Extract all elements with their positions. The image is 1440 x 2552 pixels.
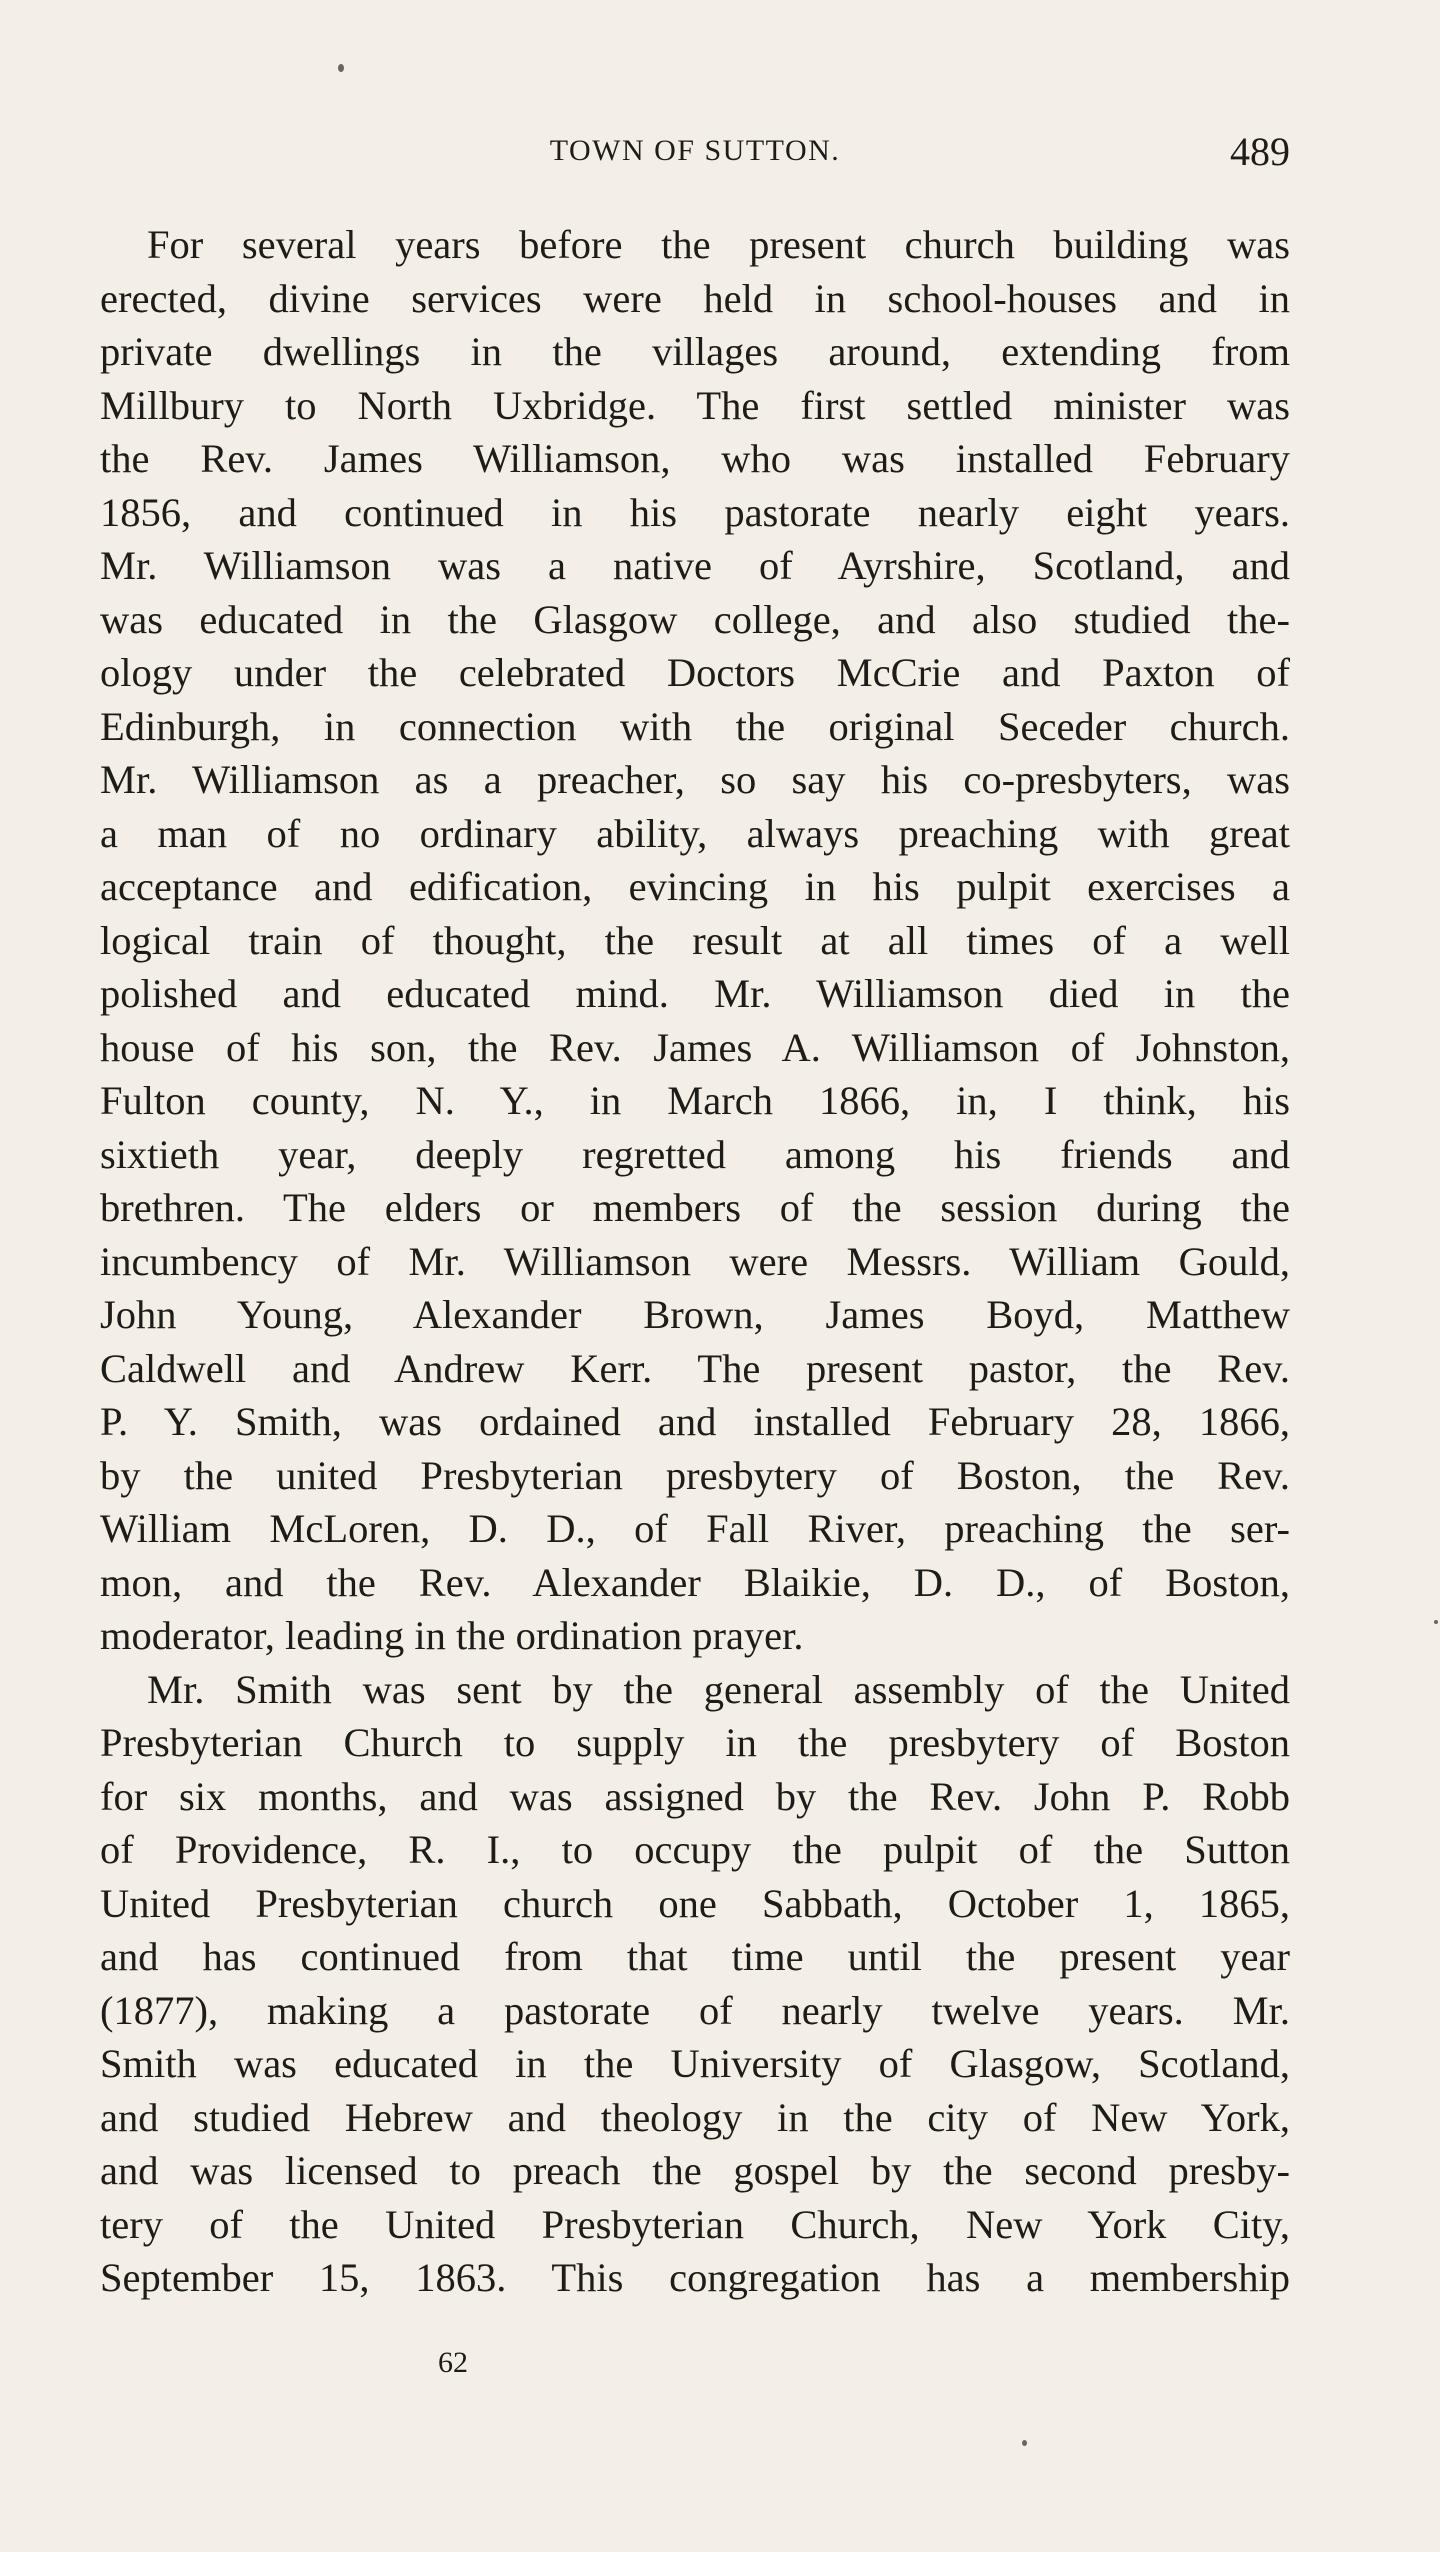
text-line: acceptance and edification, evincing in his pulpit exercises a (100, 864, 1290, 909)
text-line: September 15, 1863. This congregation has a membership (100, 2255, 1290, 2300)
text-line: John Young, Alexander Brown, James Boyd, Matthew (100, 1292, 1290, 1337)
ink-speck (338, 64, 344, 72)
text-line: house of his son, the Rev. James A. Williamson of Johnston, (100, 1024, 1290, 1070)
text-line: sixtieth year, deeply regretted among his friends and (100, 1131, 1290, 1177)
text-line: Presbyterian Church to supply in the presbytery of Boston (100, 1720, 1290, 1765)
text-line: William McLoren, D. D., of Fall River, preaching the ser- (100, 1506, 1290, 1551)
text-line: and studied Hebrew and theology in the city of New York, (100, 2094, 1290, 2140)
text-line: Mr. Williamson was a native of Ayrshire, Scotland, and (100, 543, 1290, 588)
text-line: Mr. Smith was sent by the general assembly of the United (147, 1666, 1290, 1712)
text-line: for six months, and was assigned by the Rev. John P. Robb (100, 1773, 1290, 1819)
text-line: Millbury to North Uxbridge. The first settled minister was (100, 382, 1290, 428)
body-text (100, 218, 1290, 2305)
text-line: by the united Presbyterian presbytery of Boston, the Rev. (100, 1452, 1290, 1498)
text-line: mon, and the Rev. Alexander Blaikie, D. D., of Boston, (100, 1559, 1290, 1605)
ink-speck (1434, 1620, 1438, 1624)
text-line: United Presbyterian church one Sabbath, October 1, 1865, (100, 1880, 1290, 1926)
text-line: and was licensed to preach the gospel by the second presby- (100, 2148, 1290, 2193)
text-line: polished and educated mind. Mr. Williamson died in the (100, 971, 1290, 1016)
text-line: moderator, leading in the ordination prayer. (100, 1613, 804, 1658)
text-line: ology under the celebrated Doctors McCrie and Paxton of (100, 650, 1290, 695)
signature-mark: 62 (438, 2346, 468, 2379)
text-line: Fulton county, N. Y., in March 1866, in, I think, his (100, 1078, 1290, 1123)
paragraph-1 (100, 218, 1290, 1663)
text-line: and has continued from that time until the present year (100, 1934, 1290, 1979)
page-number: 489 (1230, 129, 1290, 174)
running-head (100, 128, 1290, 178)
text-line: Smith was educated in the University of Glasgow, Scotland, (100, 2041, 1290, 2086)
text-line: (1877), making a pastorate of nearly twelve years. Mr. (100, 1987, 1290, 2033)
text-line: was educated in the Glasgow college, and also studied the- (100, 596, 1290, 642)
paragraph-2 (100, 1663, 1290, 2305)
text-line: tery of the United Presbyterian Church, New York City, (100, 2201, 1290, 2247)
text-line: incumbency of Mr. Williamson were Messrs. William Gould, (100, 1238, 1290, 1284)
text-line: Mr. Williamson as a preacher, so say his co-presbyters, was (100, 757, 1290, 802)
text-line: P. Y. Smith, was ordained and installed February 28, 1866, (100, 1399, 1290, 1444)
text-line: brethren. The elders or members of the session during the (100, 1185, 1290, 1230)
text-line: For several years before the present church building was (147, 222, 1290, 267)
text-line: Caldwell and Andrew Kerr. The present pastor, the Rev. (100, 1345, 1290, 1391)
text-line: Edinburgh, in connection with the original Seceder church. (100, 703, 1290, 749)
text-line: erected, divine services were held in school-houses and in (100, 275, 1290, 321)
ink-speck (1022, 2440, 1027, 2446)
running-title: TOWN OF SUTTON. (549, 134, 841, 167)
text-line: logical train of thought, the result at all times of a well (100, 917, 1290, 963)
text-line: the Rev. James Williamson, who was installed February (100, 436, 1290, 481)
text-line: 1856, and continued in his pastorate nearly eight years. (100, 489, 1290, 535)
text-line: private dwellings in the villages around, extending from (100, 329, 1290, 374)
text-line: of Providence, R. I., to occupy the pulpit of the Sutton (100, 1827, 1290, 1872)
text-line: a man of no ordinary ability, always preaching with great (100, 810, 1290, 856)
